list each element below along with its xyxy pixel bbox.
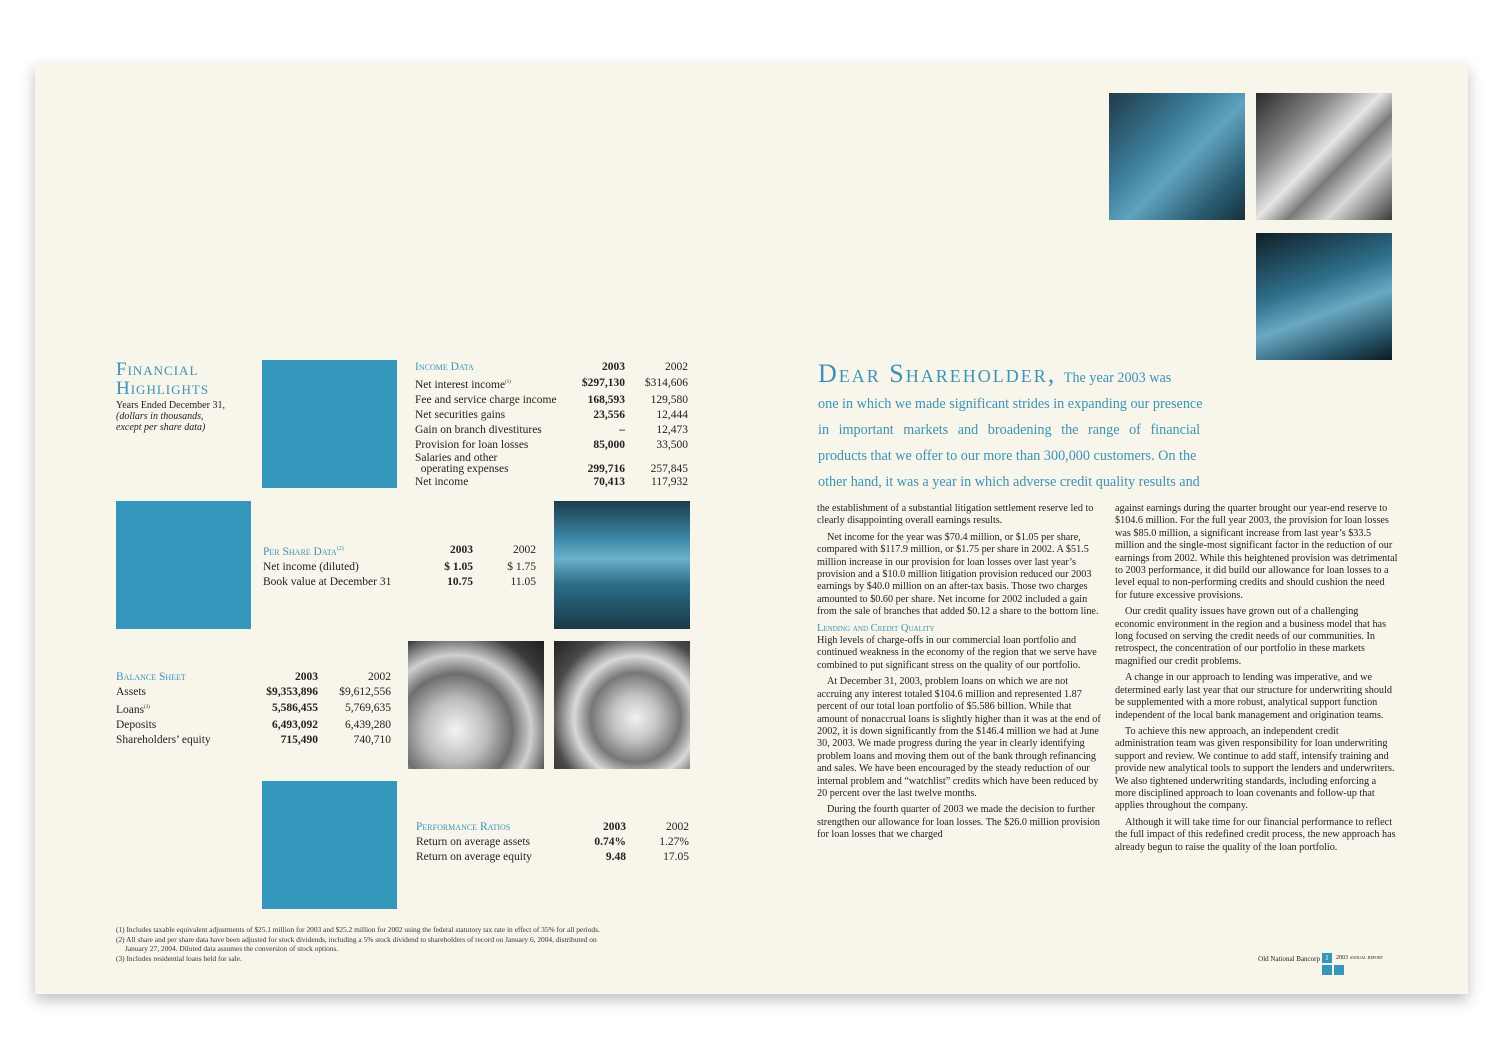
income-heading: Income Data bbox=[415, 361, 474, 373]
col2-paragraph-1: against earnings during the quarter brought our year-end reserve to $104.6 million. For the full year 2003, the provision for loan losses was $85.0 million, a significant increase from last year’s $33.5 million and the single-most significant factor in the reduction of our earnings from 2002. While this heightened provision was detrimental to 2003 performance, it did build our allowance for loan losses to a level equal to non-performing credits and should cushion the need for future excessive provisions. bbox=[1115, 503, 1398, 601]
row-label-text: Fee and service charge income bbox=[415, 393, 557, 406]
row-value-2002: $9,612,556 bbox=[339, 686, 391, 698]
letter-column-1 bbox=[817, 503, 1102, 846]
table-header-row bbox=[263, 542, 536, 560]
table-row bbox=[416, 850, 689, 865]
table-row bbox=[416, 835, 689, 850]
coins-photo-1 bbox=[408, 641, 544, 769]
per-share-heading-text: Per Share Data bbox=[263, 545, 337, 558]
file-cabinet-photo bbox=[1256, 93, 1392, 220]
col1-paragraph-2: Net income for the year was $70.4 million, or $1.05 per share, compared with $117.9 million, or $1.75 per share in 2002. A $51.5 million increase in our provision for loan losses over last year’s provision and a $10.0 million litigation provision reduced our 2003 earnings by $40.0 million on an after-tax basis. Those two charges amounted to $0.60 per share. Net income for 2002 included a gain from the sale of branches that added $0.12 a share to the bottom line. bbox=[817, 531, 1099, 618]
per-share-table bbox=[263, 542, 536, 590]
lead-line-3: in important markets and broadening the range of financial bbox=[818, 422, 1201, 438]
table-row bbox=[116, 733, 391, 748]
row-value-2002: 12,473 bbox=[656, 423, 688, 436]
row-value-2003: 0.74% bbox=[594, 836, 626, 848]
per-share-heading bbox=[263, 542, 413, 560]
income-data-table bbox=[415, 360, 688, 490]
footnote-3: (3) Includes residential loans held for sale. bbox=[116, 953, 242, 963]
row-value-2003: 5,586,455 bbox=[272, 702, 318, 715]
table-row bbox=[415, 423, 688, 438]
footer-square-1 bbox=[1322, 965, 1332, 975]
row-label bbox=[263, 560, 413, 575]
row-label bbox=[416, 835, 566, 850]
row-value-2002: 11.05 bbox=[510, 575, 536, 588]
col2-paragraph-2: Our credit quality issues have grown out of a challenging economic environment in the region and a business model that has long focused on serving the credit needs of our communities. In retrospect, the concentration of our portfolio in these markets magnified our credit problems. bbox=[1115, 606, 1387, 667]
lead-line-4: products that we offer to our more than 300,000 customers. On the bbox=[818, 448, 1197, 464]
row-footnote-marker: (1) bbox=[505, 380, 511, 385]
title-line-2: Highlights bbox=[116, 378, 210, 399]
accent-block-1 bbox=[262, 360, 397, 488]
row-value-2002: 33,500 bbox=[656, 438, 688, 451]
row-label-text: Loans bbox=[116, 703, 145, 716]
page-number-box bbox=[1322, 953, 1332, 963]
balance-sheet-table bbox=[116, 670, 391, 748]
row-value-2003: 70,413 bbox=[593, 475, 625, 488]
row-value-2002: $314,606 bbox=[644, 377, 688, 390]
ratios-heading: Performance Ratios bbox=[416, 821, 511, 833]
ratios-year-1: 2003 bbox=[603, 821, 626, 833]
col2-paragraph-4: To achieve this new approach, an independent credit administration team was given responsibility for loan underwriting support and review. We continue to add staff, intensify training and provide new analytical tools to support the lenders and underwriters. We also tightened underwriting standards, including enforcing a more disciplined approach to loan covenants and follow-up that applies throughout the company. bbox=[1115, 725, 1395, 812]
file-folders-photo bbox=[1256, 233, 1392, 360]
title-subtitle bbox=[116, 400, 231, 433]
income-year-1: 2003 bbox=[602, 361, 625, 373]
performance-ratios-table bbox=[416, 820, 689, 865]
table-header-row bbox=[415, 360, 688, 375]
accent-block-2 bbox=[116, 501, 251, 629]
row-label-text: operating expenses bbox=[415, 462, 509, 475]
row-value-2003: – bbox=[619, 423, 625, 436]
page-number: 1 bbox=[1325, 954, 1329, 962]
row-label-text: Net securities gains bbox=[415, 408, 506, 421]
row-value-2002: $ 1.75 bbox=[507, 560, 536, 573]
row-value-2003: 10.75 bbox=[447, 575, 473, 588]
row-label bbox=[116, 718, 248, 733]
row-label-text: Net income bbox=[415, 475, 469, 488]
footnote-2: (2) All share and per share data have been adjusted for stock dividends, including a 5% stock dividend to shareholders of record on January 6, 2004, distributed on bbox=[116, 934, 597, 944]
row-value-2003: $ 1.05 bbox=[444, 560, 473, 573]
page-footer bbox=[1235, 953, 1395, 983]
title-line-1: Financial bbox=[116, 359, 199, 380]
row-label-text: Provision for loan losses bbox=[415, 438, 529, 451]
footer-report: 2003 annual report bbox=[1336, 955, 1383, 961]
table-row bbox=[415, 393, 688, 408]
table-row bbox=[415, 375, 688, 393]
table-row bbox=[415, 475, 688, 490]
subtitle-text: Years Ended December 31, bbox=[116, 400, 225, 411]
row-value-2002: 12,444 bbox=[656, 408, 688, 421]
row-value-2003: 85,000 bbox=[593, 438, 625, 451]
row-label-text: Salaries and other bbox=[415, 451, 498, 464]
row-value-2003: $9,353,896 bbox=[266, 686, 318, 698]
table-row bbox=[263, 575, 536, 590]
row-label-text: Net income (diluted) bbox=[263, 560, 359, 573]
footnotes bbox=[116, 925, 716, 963]
footer-company: Old National Bancorp bbox=[1258, 955, 1320, 963]
lending-subhead: Lending and Credit Quality bbox=[817, 622, 935, 634]
row-label-text: Net interest income bbox=[415, 378, 506, 391]
ratios-year-2: 2002 bbox=[666, 821, 689, 833]
col1-paragraph-4: At December 31, 2003, problem loans on which we are not accruing any interest totaled $104.6 million and represented 1.87 percent of our total loan portfolio of $5.586 billion. While that amount of nonaccrual loans is slightly higher than it was at the end of 2002, it is down significantly from the $146.4 million we had at June 30, 2003. We made progress during the year in clearly identifying problem loans and moving them out of the bank through refinancing and sales. We have been encouraged by the steady reduction of our internal problem and “watchlist” credits which have been reduced by 20 percent over the last twelve months. bbox=[817, 676, 1101, 799]
table-row bbox=[415, 464, 688, 475]
footer-square-2 bbox=[1334, 965, 1344, 975]
table-header-row bbox=[116, 670, 391, 685]
accent-block-3 bbox=[262, 781, 397, 909]
annual-report-spread bbox=[35, 63, 1468, 994]
row-value-2002: 257,845 bbox=[650, 462, 688, 475]
table-row bbox=[116, 718, 391, 733]
row-value-2003: 23,556 bbox=[593, 408, 625, 421]
row-value-2003: 715,490 bbox=[280, 733, 318, 746]
row-label bbox=[116, 700, 248, 718]
table-row bbox=[415, 408, 688, 423]
row-label bbox=[263, 575, 413, 590]
row-value-2003: $297,130 bbox=[581, 377, 625, 390]
row-label bbox=[415, 375, 580, 393]
row-value-2003: 299,716 bbox=[587, 462, 625, 475]
col2-paragraph-5: Although it will take time for our financial performance to reflect the full impact of this redefined credit process, the new approach has already begun to raise the quality of the loan portfolio. bbox=[1115, 816, 1396, 853]
lead-line-1 bbox=[818, 361, 1253, 391]
col1-paragraph-1: the establishment of a substantial litigation settlement reserve led to clearly disappointing overall earnings results. bbox=[817, 503, 1094, 527]
salutation: Dear Shareholder, bbox=[818, 359, 1057, 388]
row-value-2002: 129,580 bbox=[650, 393, 688, 406]
row-value-2003: 6,493,092 bbox=[272, 718, 318, 731]
letter-lead bbox=[818, 361, 1253, 495]
row-value-2003: 168,593 bbox=[587, 393, 625, 406]
table-row bbox=[116, 685, 391, 700]
row-label bbox=[415, 393, 580, 408]
row-footnote-marker: (3) bbox=[144, 705, 150, 710]
row-label-text: Return on average equity bbox=[416, 851, 532, 863]
table-header-row bbox=[416, 820, 689, 835]
income-year-2: 2002 bbox=[665, 361, 688, 373]
subtitle-italic: (dollars in thousands, except per share data) bbox=[116, 411, 206, 433]
per-share-year-1: 2003 bbox=[450, 544, 473, 557]
letter-column-2 bbox=[1115, 503, 1398, 858]
balance-year-1: 2003 bbox=[295, 671, 318, 683]
row-label bbox=[415, 464, 580, 475]
footnote-2-cont: January 27, 2004. Diluted data assumes the conversion of stock options. bbox=[125, 944, 339, 953]
table-row bbox=[116, 700, 391, 718]
row-label-text: Gain on branch divestitures bbox=[415, 423, 542, 436]
row-label-text: Deposits bbox=[116, 718, 157, 731]
row-label bbox=[116, 685, 248, 700]
row-label bbox=[416, 850, 566, 865]
table-row bbox=[415, 438, 688, 453]
row-value-2002: 17.05 bbox=[663, 851, 689, 863]
row-label-text: Assets bbox=[116, 686, 147, 698]
row-label bbox=[415, 408, 580, 423]
lead-text-1: The year 2003 was bbox=[1063, 370, 1172, 386]
financial-highlights-title bbox=[116, 360, 209, 398]
per-share-sup: (2) bbox=[336, 546, 344, 552]
row-value-2002: 5,769,635 bbox=[345, 702, 391, 715]
money-photo bbox=[1109, 93, 1245, 220]
col1-paragraph-5: During the fourth quarter of 2003 we made the decision to further strengthen our allowance for loan losses. The $26.0 million provision for loan losses that we charged bbox=[817, 804, 1101, 841]
row-value-2002: 117,932 bbox=[651, 475, 688, 488]
coins-photo-2 bbox=[554, 641, 690, 769]
row-value-2002: 1.27% bbox=[659, 836, 689, 848]
row-value-2002: 740,710 bbox=[353, 733, 391, 746]
balance-year-2: 2002 bbox=[368, 671, 391, 683]
row-label bbox=[415, 423, 580, 438]
table-row bbox=[263, 560, 536, 575]
coin-stack-photo bbox=[554, 501, 690, 629]
row-label-text: Shareholders’ equity bbox=[116, 733, 211, 746]
row-label bbox=[116, 733, 248, 748]
per-share-year-2: 2002 bbox=[513, 544, 536, 557]
footnote-1: (1) Includes taxable equivalent adjustments of $25.1 million for 2003 and $25.2 million for 2002 using the federal statutory tax rate in effect of 35% for all periods. bbox=[116, 925, 600, 934]
row-value-2003: 9.48 bbox=[605, 851, 626, 863]
col2-paragraph-3: A change in our approach to lending was imperative, and we determined early last year that our structure for underwriting should be supplemented with a more robust, analytical support function independent of the local bank management and origination teams. bbox=[1115, 672, 1392, 721]
row-value-2002: 6,439,280 bbox=[345, 718, 391, 731]
lead-line-5: other hand, it was a year in which adverse credit quality results and bbox=[818, 474, 1200, 490]
col1-paragraph-3: High levels of charge-offs in our commercial loan portfolio and continued weakness in the economy of the region that we serve have combined to put significant stress on the quality of our portfolio. bbox=[817, 635, 1097, 671]
row-label-text: Return on average assets bbox=[416, 836, 531, 848]
balance-heading: Balance Sheet bbox=[116, 671, 186, 683]
row-label bbox=[415, 475, 580, 490]
lead-line-2: one in which we made significant strides in expanding our presence bbox=[818, 396, 1203, 412]
row-label-text: Book value at December 31 bbox=[263, 575, 392, 588]
row-label bbox=[415, 438, 580, 453]
